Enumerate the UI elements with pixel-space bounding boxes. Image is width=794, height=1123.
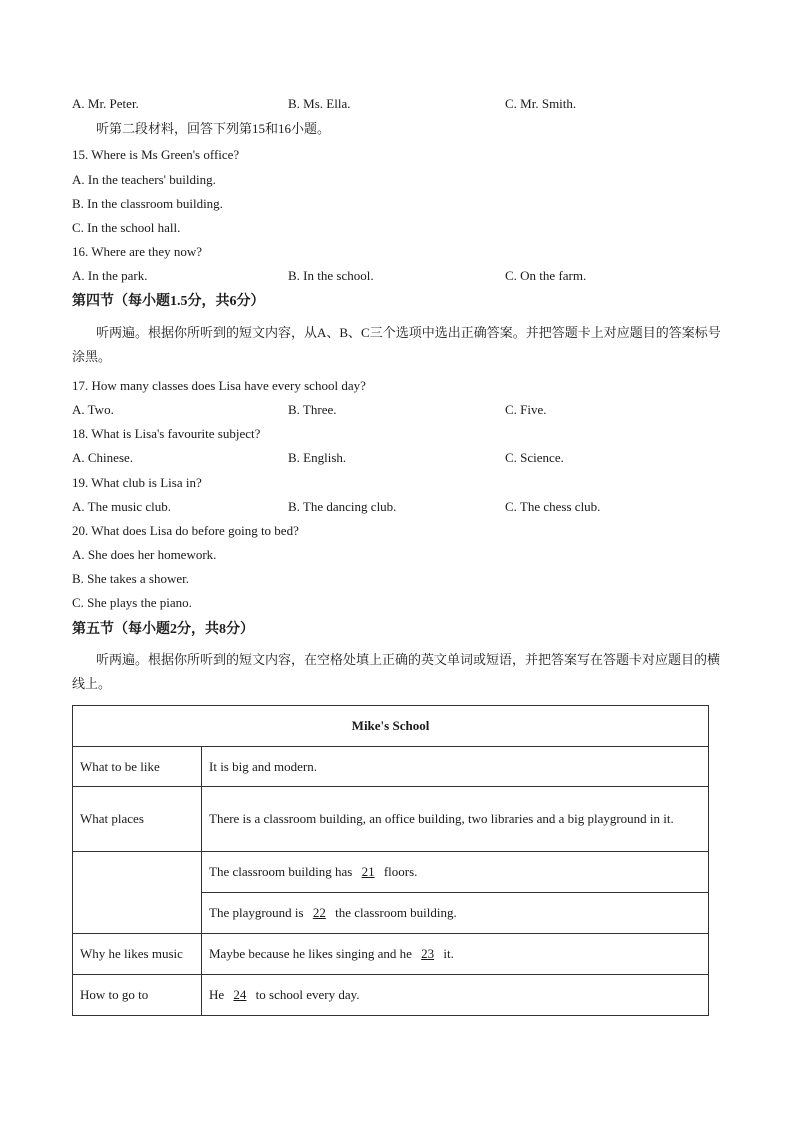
table-row [73, 747, 709, 787]
section5-instruction: 听两遍。根据你所听到的短文内容，在空格处填上正确的英文单词或短语，并把答案写在答题卡对应题目的横线上。 [72, 652, 721, 691]
section4-instruction: 听两遍。根据你所听到的短文内容，从A、B、C三个选项中选出正确答案。并把答题卡上对应题目的答案标号涂黑。 [72, 325, 721, 364]
q16-option-b: B. In the school. [288, 268, 374, 283]
row-text [202, 852, 709, 893]
q14-options [72, 96, 732, 112]
row-label-empty [73, 852, 202, 934]
q14-option-b: B. Ms. Ella. [288, 96, 351, 111]
q19-option-a: A. The music club. [72, 499, 172, 514]
q16-option-a: A. In the park. [72, 268, 148, 283]
row-text-post: floors. [380, 864, 418, 879]
row-text-post: the classroom building. [331, 905, 457, 920]
table-row [73, 975, 709, 1016]
row-text: It is big and modern. [202, 747, 709, 787]
row-text [202, 893, 709, 934]
q18-option-c: C. Science. [505, 450, 564, 465]
q20-option-a: A. She does her homework. [72, 547, 217, 562]
mikes-school-table [72, 705, 709, 1016]
blank-21: 21 [361, 864, 375, 879]
table-row [73, 787, 709, 852]
table-row [73, 934, 709, 975]
q15-option-a: A. In the teachers' building. [72, 172, 216, 187]
q19-options [72, 499, 732, 515]
q15-question: 15. Where is Ms Green's office? [72, 147, 240, 162]
q18-options [72, 450, 732, 466]
row-label: What to be like [73, 747, 202, 787]
q20-option-c: C. She plays the piano. [72, 595, 192, 610]
blank-23: 23 [421, 946, 435, 961]
row-label: How to go to [73, 975, 202, 1016]
q16-options [72, 268, 732, 284]
q17-option-b: B. Three. [288, 402, 337, 417]
blank-24: 24 [233, 987, 247, 1002]
q16-option-c: C. On the farm. [505, 268, 587, 283]
row-text [202, 934, 709, 975]
q19-option-c: C. The chess club. [505, 499, 601, 514]
q20-option-b: B. She takes a shower. [72, 571, 189, 586]
row-text [202, 975, 709, 1016]
row-text-pre: The playground is [209, 905, 307, 920]
q18-option-b: B. English. [288, 450, 347, 465]
q18-option-a: A. Chinese. [72, 450, 134, 465]
row-text-post: it. [440, 946, 454, 961]
q20-question: 20. What does Lisa do before going to bed? [72, 523, 299, 538]
q14-option-c: C. Mr. Smith. [505, 96, 577, 111]
q15-option-c: C. In the school hall. [72, 220, 181, 235]
table-title: Mike's School [73, 706, 709, 747]
q17-question: 17. How many classes does Lisa have every school day? [72, 378, 366, 393]
q16-question: 16. Where are they now? [72, 244, 203, 259]
q18-question: 18. What is Lisa's favourite subject? [72, 426, 261, 441]
row-label: Why he likes music [73, 934, 202, 975]
section5-heading: 第五节（每小题2分，共8分） [72, 622, 254, 637]
table-row [73, 852, 709, 893]
q19-question: 19. What club is Lisa in? [72, 475, 202, 490]
blank-22: 22 [312, 905, 326, 920]
section4-heading: 第四节（每小题1.5分，共6分） [72, 294, 265, 309]
q19-option-b: B. The dancing club. [288, 499, 397, 514]
q17-options [72, 402, 732, 418]
q17-option-c: C. Five. [505, 402, 547, 417]
row-text-pre: The classroom building has [209, 864, 356, 879]
row-text-pre: Maybe because he likes singing and he [209, 946, 416, 961]
row-text: There is a classroom building, an office building, two libraries and a big playground in it. [202, 787, 709, 852]
q15-option-b: B. In the classroom building. [72, 196, 223, 211]
row-text-pre: He [209, 987, 228, 1002]
row-text-post: to school every day. [252, 987, 360, 1002]
q14-option-a: A. Mr. Peter. [72, 96, 139, 111]
material2-instruction: 听第二段材料，回答下列第15和16小题。 [96, 121, 331, 136]
q17-option-a: A. Two. [72, 402, 114, 417]
row-label: What places [73, 787, 202, 852]
